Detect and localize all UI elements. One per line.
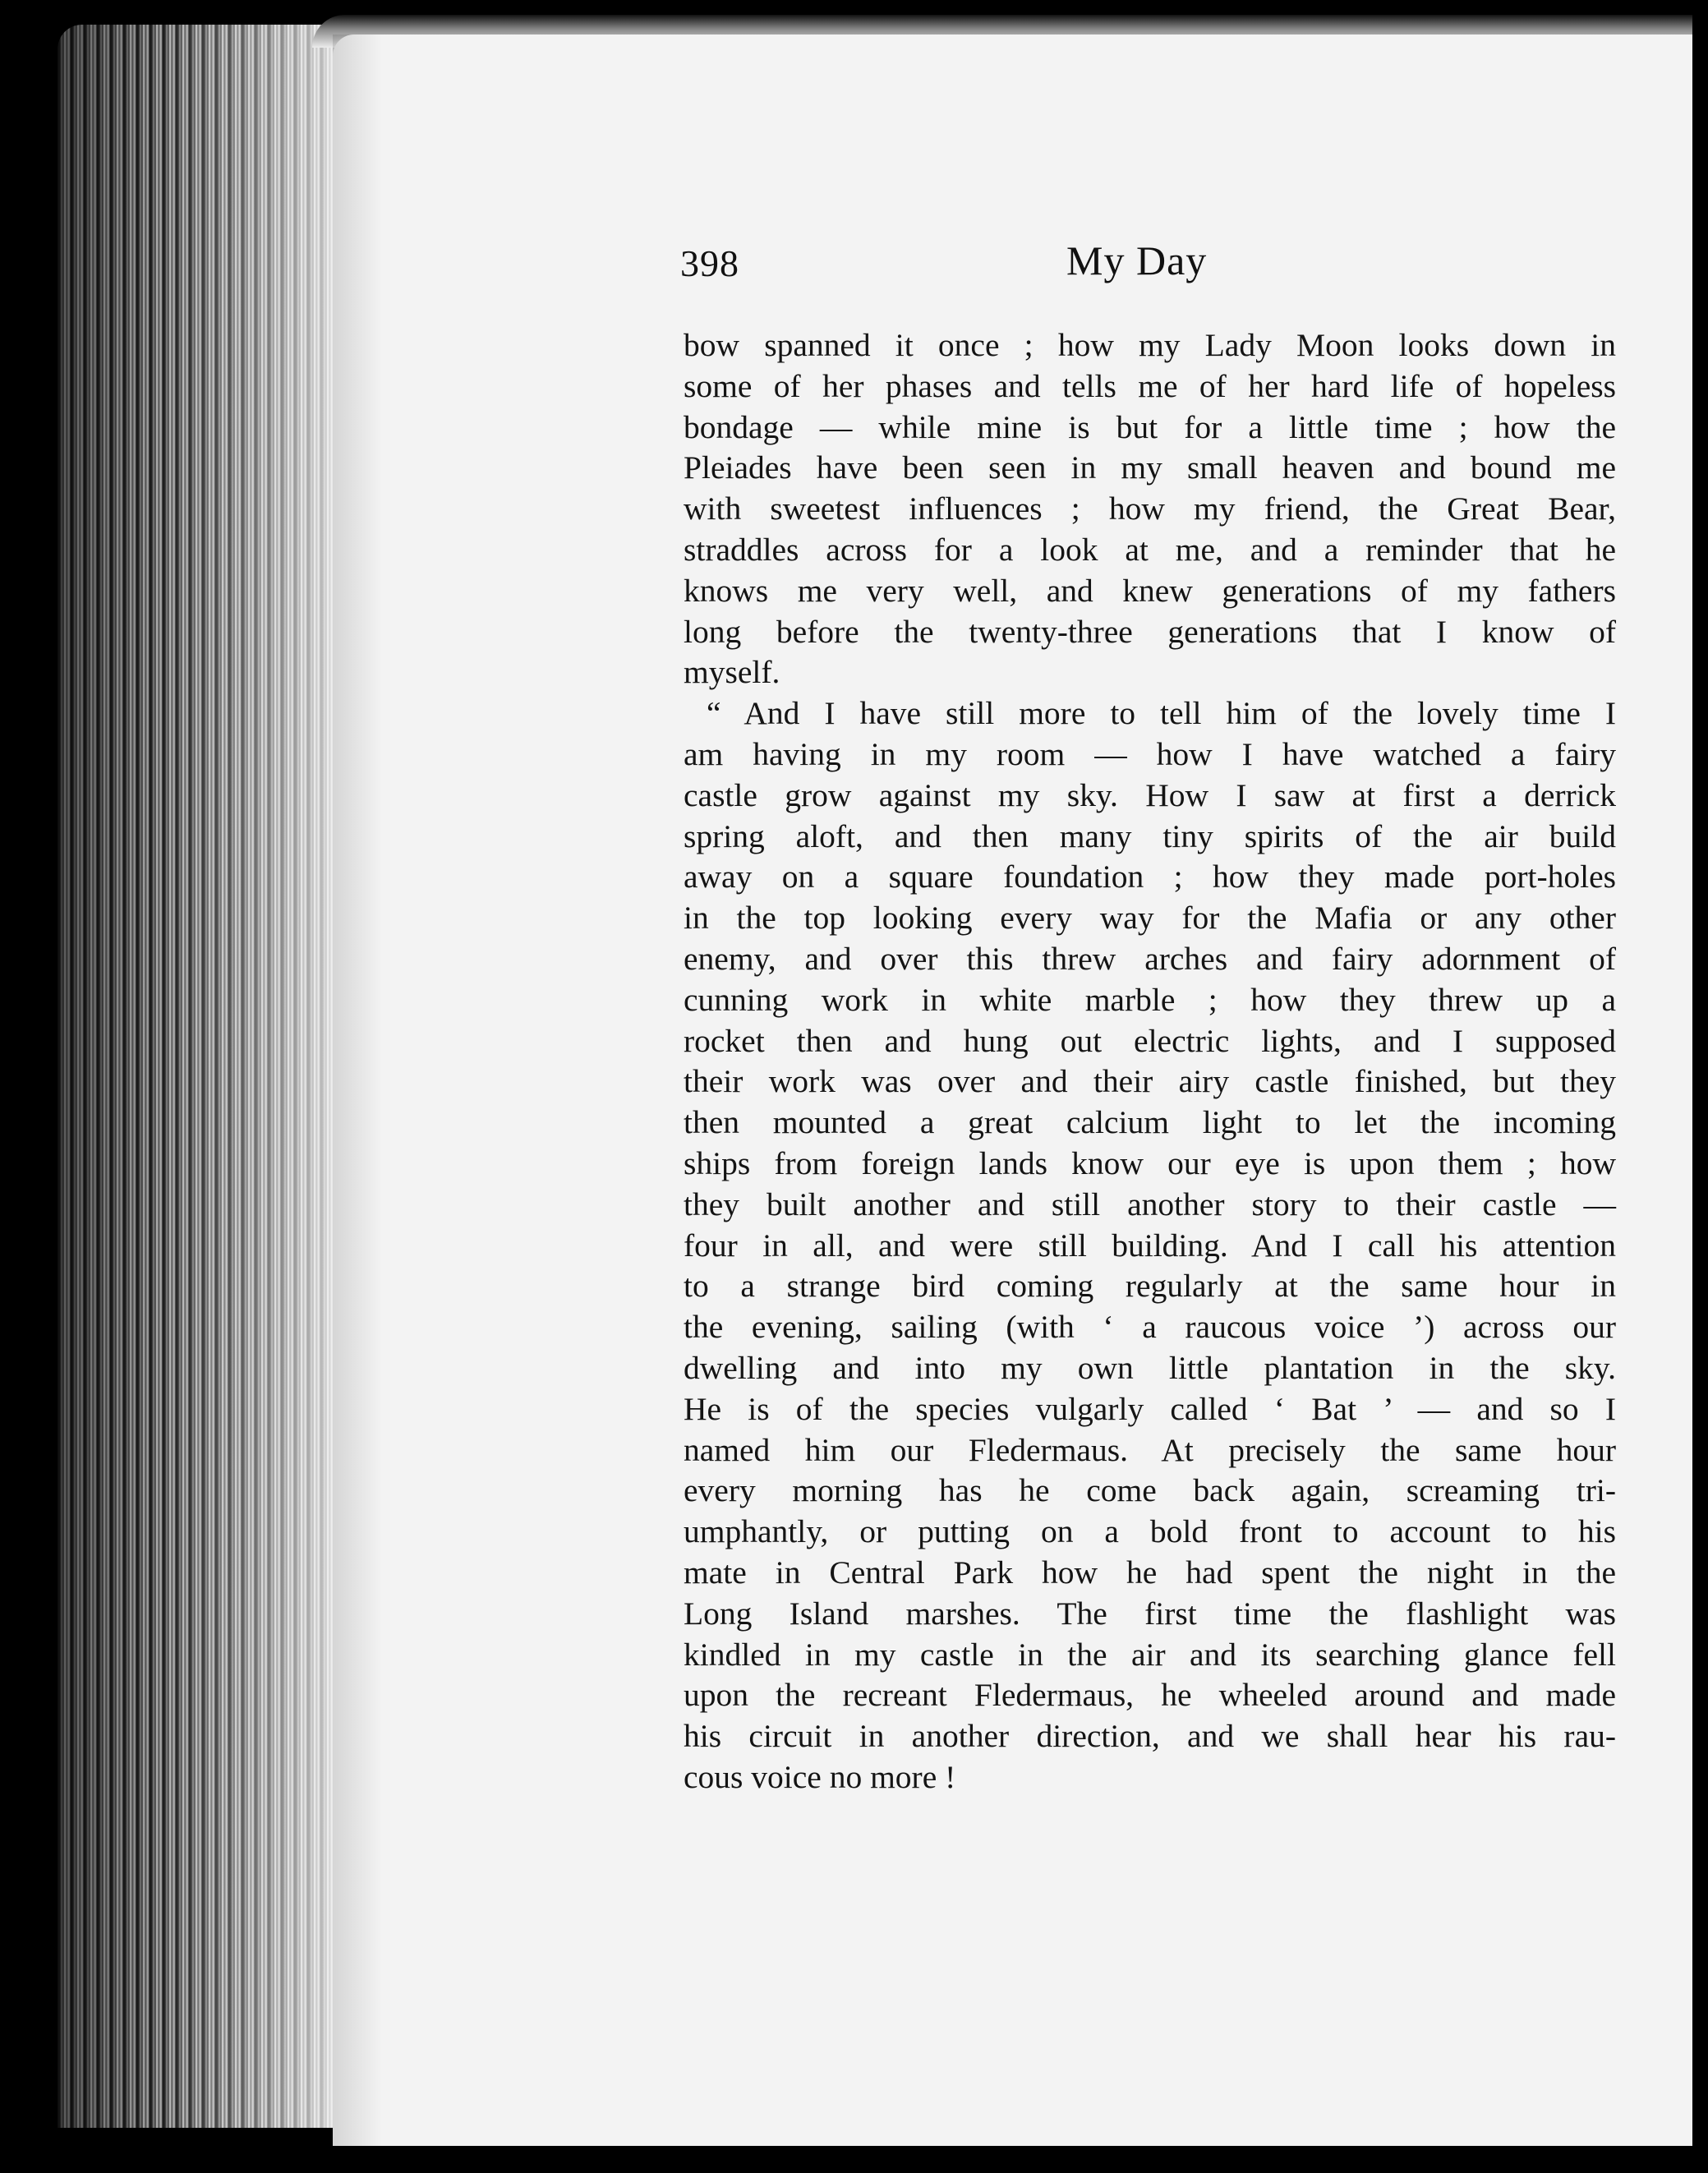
text-line: straddles across for a look at me, and a reminder that he (684, 531, 1616, 568)
page-number: 398 (680, 242, 739, 284)
text-line: his circuit in another direction, and we shall hear his rau- (684, 1718, 1616, 1755)
text-line: rocket then and hung out electric lights, and I supposed (684, 1022, 1616, 1059)
text-line: upon the recreant Fledermaus, he wheeled around and made (684, 1677, 1616, 1714)
text-line: “ And I have still more to tell him of the lovely time I (707, 695, 1616, 732)
page-edges (58, 25, 353, 2128)
text-line: umphantly, or putting on a bold front to account to his (684, 1513, 1616, 1550)
text-line: enemy, and over this threw arches and fairy adornment of (684, 940, 1616, 977)
text-line: to a strange bird coming regularly at the same hour in (684, 1268, 1616, 1305)
text-line: dwelling and into my own little plantation in the sky. (684, 1349, 1616, 1386)
text-line: Pleiades have been seen in my small heaven and bound me (684, 449, 1616, 486)
text-line: away on a square foundation ; how they made port-holes (684, 859, 1616, 895)
text-line: spring aloft, and then many tiny spirits of the air build (684, 817, 1616, 854)
text-line: in the top looking every way for the Mafia or any other (684, 900, 1616, 937)
page-header (680, 237, 1617, 302)
text-line: long before the twenty-three generations that I know of (684, 613, 1616, 650)
text-line: they built another and still another story to their castle — (684, 1185, 1616, 1222)
text-line: bondage — while mine is but for a little time ; how the (684, 408, 1616, 445)
text-line: every morning has he come back again, screaming tri- (684, 1472, 1616, 1509)
text-line: mate in Central Park how he had spent the night in the (684, 1554, 1616, 1591)
text-line: He is of the species vulgarly called ‘ Bat ’ — and so I (684, 1390, 1616, 1427)
body-text (684, 325, 1616, 1798)
text-line: am having in my room — how I have watched a fairy (684, 735, 1616, 772)
text-line: knows me very well, and knew generations of my fathers (684, 572, 1616, 609)
text-line: cunning work in white marble ; how they threw up a (684, 981, 1616, 1018)
text-line: named him our Fledermaus. At precisely the same hour (684, 1431, 1616, 1468)
text-line: cous voice no more ! (684, 1758, 956, 1795)
text-line: then mounted a great calcium light to let the incoming (684, 1104, 1616, 1141)
text-line: four in all, and were still building. And I call his attention (684, 1227, 1616, 1264)
text-line: ships from foreign lands know our eye is upon them ; how (684, 1144, 1616, 1181)
text-line: castle grow against my sky. How I saw at first a derrick (684, 776, 1616, 813)
text-line: kindled in my castle in the air and its searching glance fell (684, 1636, 1616, 1673)
text-line: with sweetest influences ; how my friend, the Great Bear, (684, 490, 1616, 527)
text-line: some of her phases and tells me of her hard life of hopeless (684, 367, 1616, 404)
text-line: bow spanned it once ; how my Lady Moon looks down in (684, 327, 1616, 363)
text-line: myself. (684, 654, 780, 691)
text-line: their work was over and their airy castle finished, but they (684, 1063, 1616, 1100)
text-line: Long Island marshes. The first time the flashlight was (684, 1595, 1616, 1632)
gutter-shadow (333, 35, 382, 2146)
running-head: My Day (1066, 237, 1208, 283)
text-line: the evening, sailing (with ‘ a raucous voice ’) across our (684, 1309, 1616, 1346)
